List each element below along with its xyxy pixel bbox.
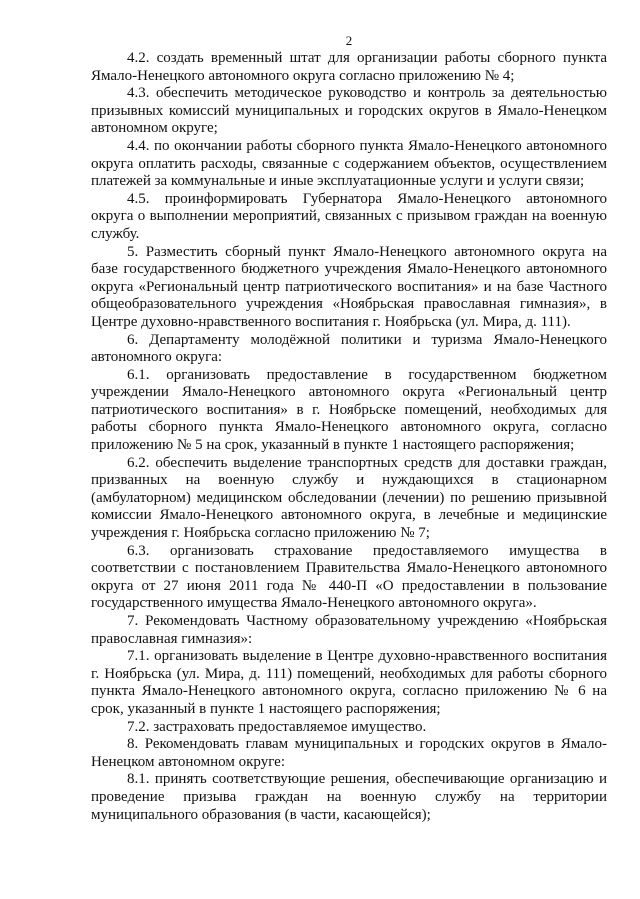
paragraph-5: 5. Разместить сборный пункт Ямало-Ненецкого автономного округа на базе государственного бюджетного учреждения Ямало-Ненецкого автономного округа «Региональный центр патриотического воспитания» и на базе Частного общеобразовательного учреждения «Ноябрьская православная гимназия», в Центре духовно-нравственного воспитания г. Ноябрьска (ул. Мира, д. 111). bbox=[91, 243, 607, 330]
paragraph-7-1: 7.1. организовать выделение в Центре духовно-нравственного воспитания г. Ноябрьска (ул. Мира, д. 111) помещений, необходимых для работы сборного пункта Ямало-Ненецкого автономного округа, согласно приложению № 6 на срок, указанный в пункте 1 настоящего распоряжения; bbox=[91, 648, 607, 717]
paragraph-6: 6. Департаменту молодёжной политики и туризма Ямало-Ненецкого автономного округа: bbox=[91, 331, 607, 366]
paragraph-4-4: 4.4. по окончании работы сборного пункта Ямало-Ненецкого автономного округа оплатить расходы, связанные с содержанием объектов, осуществлением платежей за коммунальные и иные эксплуатационные услуги и услуги связи; bbox=[91, 137, 607, 190]
paragraph-7: 7. Рекомендовать Частному образовательному учреждению «Ноябрьская православная гимназия»: bbox=[91, 613, 607, 647]
paragraph-4-5: 4.5. проинформировать Губернатора Ямало-Ненецкого автономного округа о выполнении мероприятий, связанных с призывом граждан на военную службу. bbox=[91, 190, 607, 242]
document-page bbox=[91, 33, 607, 824]
paragraph-6-1: 6.1. организовать предоставление в государственном бюджетном учреждении Ямало-Ненецкого автономного округа «Региональный центр патриотического воспитания» в г. Ноябрьске помещений, необходимых для работы сборного пункта Ямало-Ненецкого автономного округа, согласно приложению № 5 на срок, указанный в пункте 1 настоящего распоряжения; bbox=[91, 366, 607, 454]
document-body bbox=[91, 50, 607, 824]
paragraph-4-3: 4.3. обеспечить методическое руководство и контроль за деятельностью призывных комиссий муниципальных и городских округов в Ямало-Ненецком автономном округе; bbox=[91, 85, 607, 137]
paragraph-6-3: 6.3. организовать страхование предоставляемого имущества в соответствии с постановлением Правительства Ямало-Ненецкого автономного округа от 27 июня 2011 года № 440-П «О предоставлении в пользование государственного имущества Ямало-Ненецкого автономного округа». bbox=[91, 542, 607, 612]
paragraph-7-2: 7.2. застраховать предоставляемое имущество. bbox=[127, 718, 427, 735]
paragraph-6-2: 6.2. обеспечить выделение транспортных средств для доставки граждан, призванных на военную службу и нуждающихся в стационарном (амбулаторном) медицинском обследовании (лечении) по решению призывной комиссии Ямало-Ненецкого автономного округа, в лечебные и медицинские учреждения г. Ноябрьска согласно приложению № 7; bbox=[91, 454, 607, 542]
page-number: 2 bbox=[345, 33, 353, 48]
paragraph-4-2: 4.2. создать временный штат для организации работы сборного пункта Ямало-Ненецкого автономного округа согласно приложению № 4; bbox=[91, 50, 607, 84]
paragraph-8: 8. Рекомендовать главам муниципальных и городских округов в Ямало-Ненецком автономном округе: bbox=[91, 736, 607, 770]
paragraph-8-1: 8.1. принять соответствующие решения, обеспечивающие организацию и проведение призыва граждан на военную службу на территории муниципального образования (в части, касающейся); bbox=[91, 771, 607, 823]
